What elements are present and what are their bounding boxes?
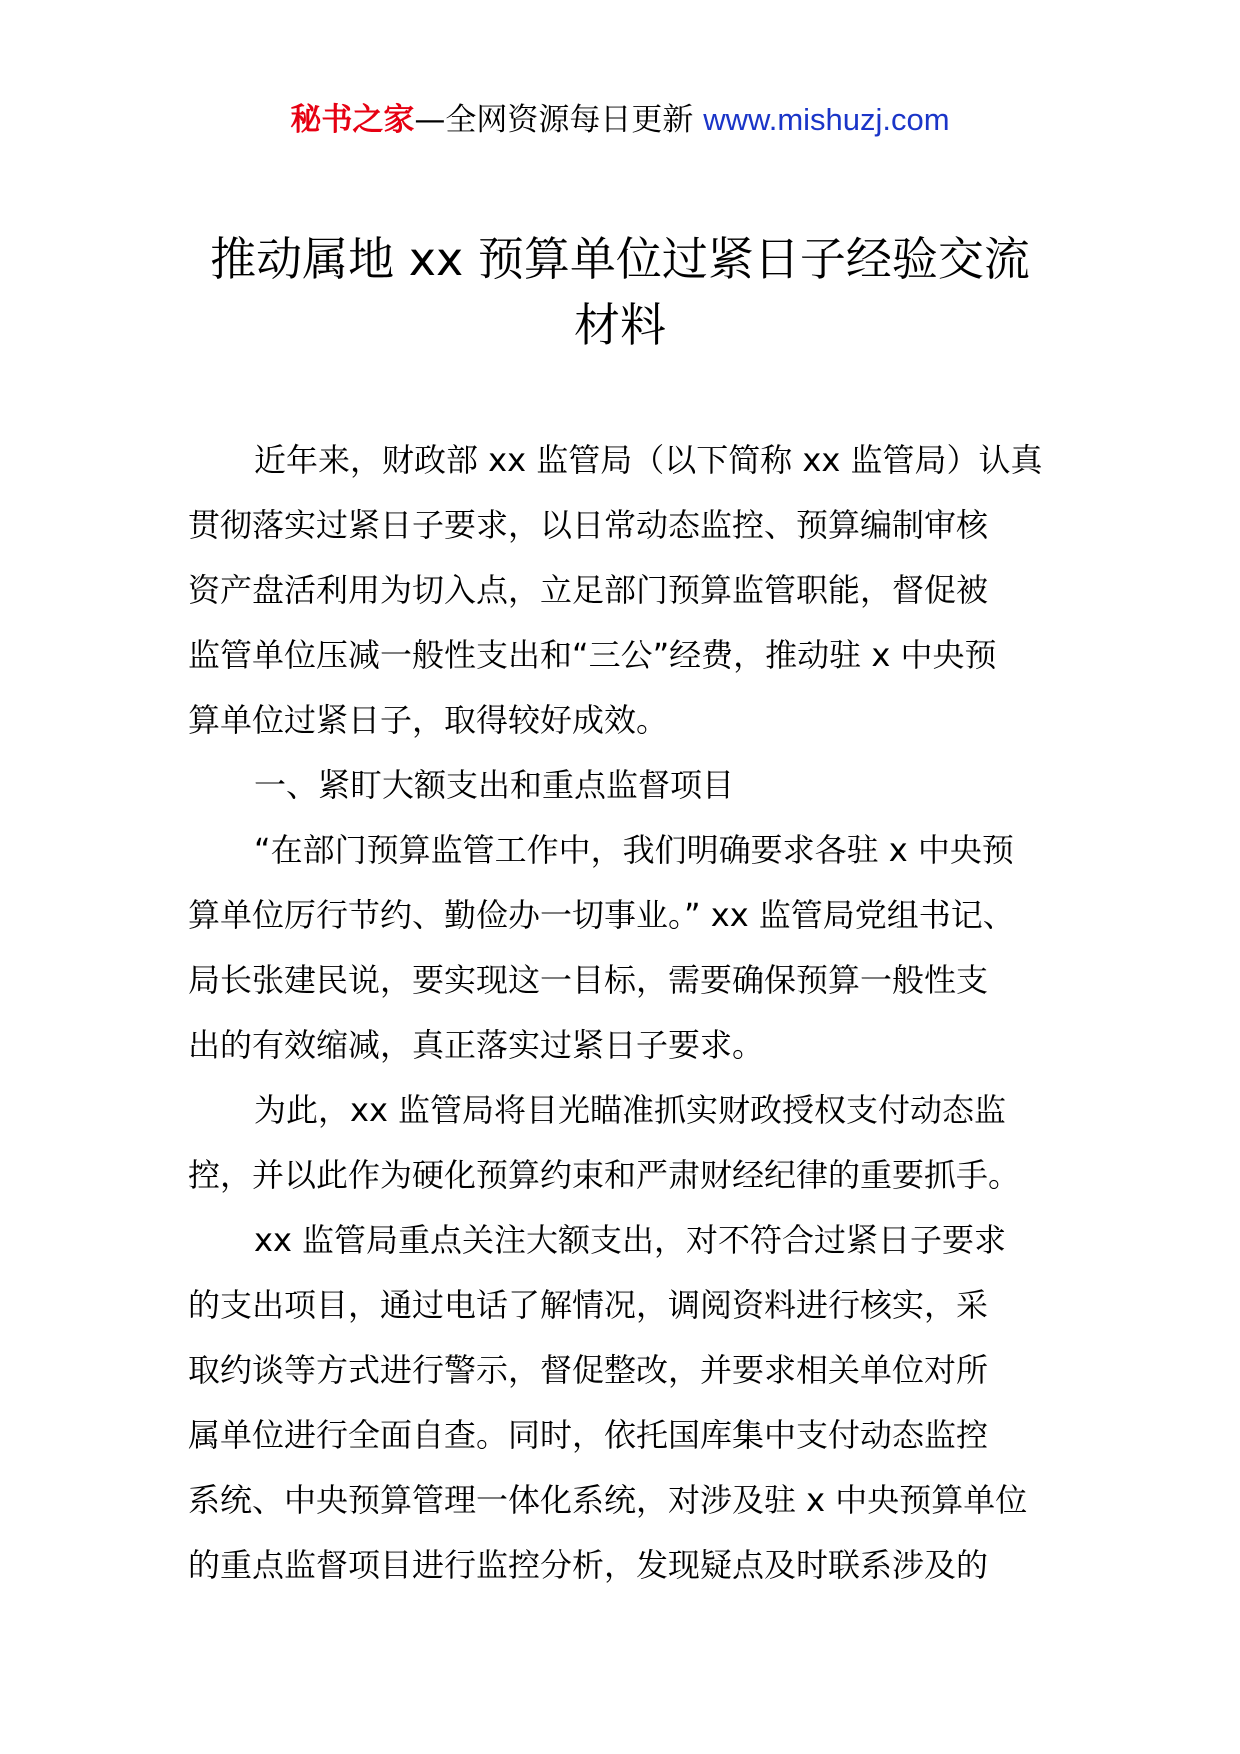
paragraph-line: 的支出项目，通过电话了解情况，调阅资料进行核实，采: [188, 1286, 989, 1324]
paragraph-line: 近年来，财政部 xx 监管局（以下简称 xx 监管局）认真: [254, 441, 1043, 479]
paragraph-line: 出的有效缩减，真正落实过紧日子要求。: [188, 1026, 765, 1064]
paragraph-line: 算单位厉行节约、勤俭办一切事业。” xx 监管局党组书记、: [188, 896, 1015, 934]
site-header: [0, 100, 1240, 140]
paragraph-line: 为此，xx 监管局将目光瞄准抓实财政授权支付动态监: [254, 1091, 1007, 1129]
brand-name: 秘书之家: [290, 102, 415, 138]
paragraph-line: 局长张建民说，要实现这一目标，需要确保预算一般性支: [188, 961, 989, 999]
document-body: [188, 428, 1068, 1598]
paragraph-line: 控，并以此作为硬化预算约束和严肃财经纪律的重要抓手。: [188, 1156, 1021, 1194]
paragraph-line: “在部门预算监管工作中，我们明确要求各驻 x 中央预: [254, 831, 1014, 869]
paragraph-line: 算单位过紧日子，取得较好成效。: [188, 701, 669, 739]
title-line-2: 材料: [574, 298, 666, 352]
paragraph-line: 属单位进行全面自查。同时，依托国库集中支付动态监控: [188, 1416, 989, 1454]
site-url-link[interactable]: www.mishuzj.com: [703, 102, 950, 137]
document-title: [150, 226, 1090, 358]
header-slogan: —全网资源每日更新: [414, 102, 694, 138]
paragraph-line: 取约谈等方式进行警示，督促整改，并要求相关单位对所: [188, 1351, 989, 1389]
paragraph-line: 监管单位压减一般性支出和“三公”经费，推动驻 x 中央预: [188, 636, 997, 674]
section-heading: 一、紧盯大额支出和重点监督项目: [254, 766, 735, 804]
paragraph-line: 系统、中央预算管理一体化系统，对涉及驻 x 中央预算单位: [188, 1481, 1028, 1519]
paragraph-line: 的重点监督项目进行监控分析，发现疑点及时联系涉及的: [188, 1546, 989, 1584]
paragraph-line: 贯彻落实过紧日子要求，以日常动态监控、预算编制审核: [188, 506, 989, 544]
title-line-1: 推动属地 xx 预算单位过紧日子经验交流: [210, 232, 1030, 286]
paragraph-line: xx 监管局重点关注大额支出，对不符合过紧日子要求: [254, 1221, 1007, 1259]
paragraph-line: 资产盘活利用为切入点，立足部门预算监管职能，督促被: [188, 571, 989, 609]
